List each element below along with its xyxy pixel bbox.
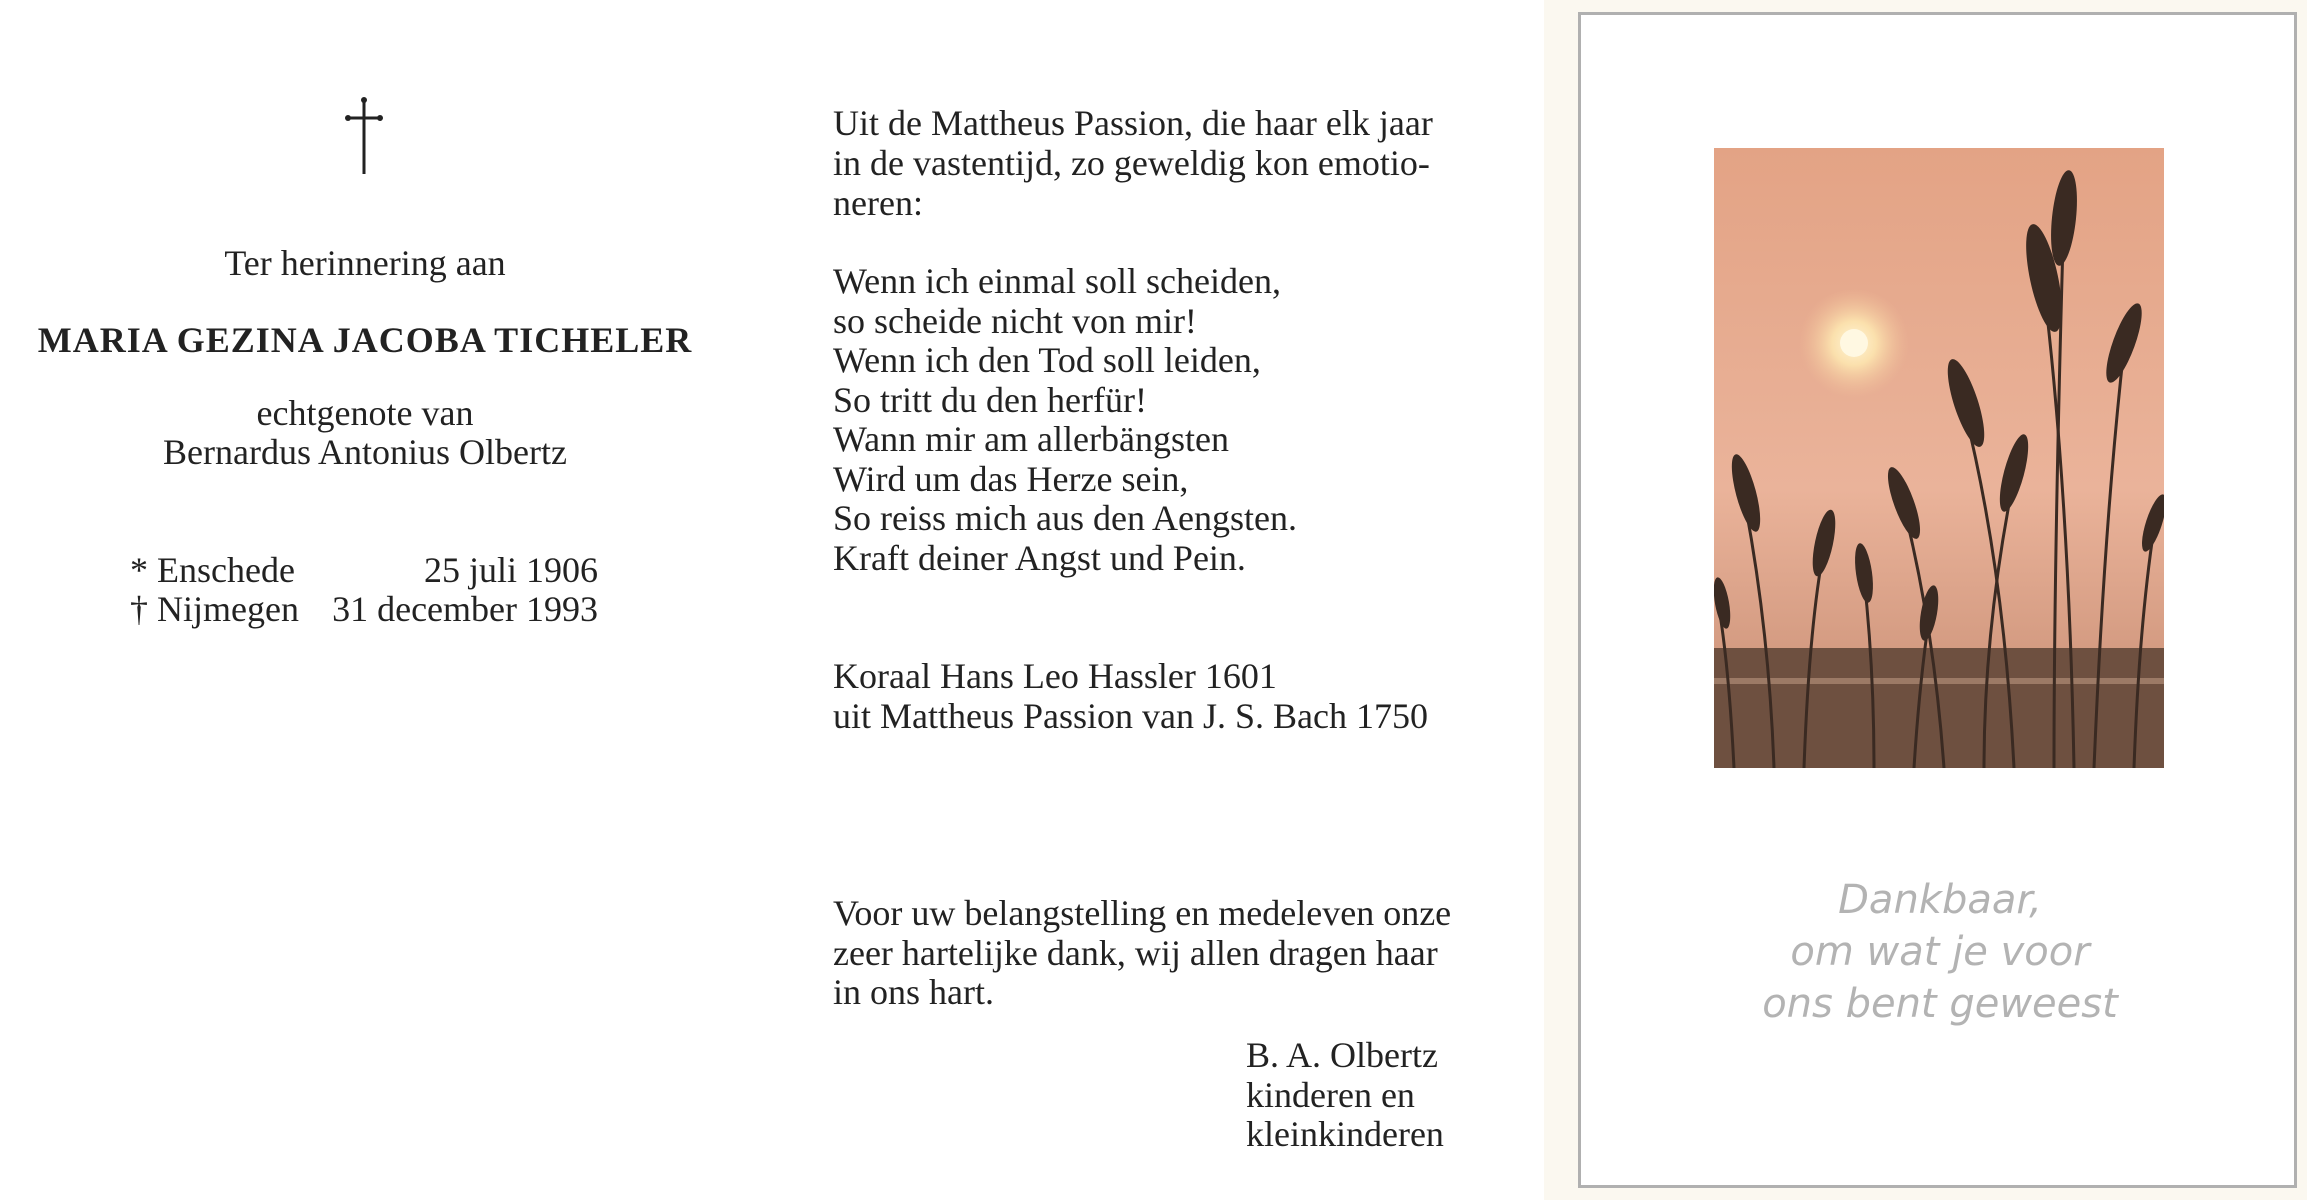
sunset-reeds-photo bbox=[1714, 148, 2164, 768]
deceased-name: MARIA GEZINA JACOBA TICHELER bbox=[37, 320, 693, 360]
birth-place: Enschede bbox=[157, 550, 295, 590]
thanks-line: zeer hartelijke dank, wij allen dragen haar bbox=[833, 933, 1438, 973]
intro-line: in de vastentijd, zo geweldig kon emotio- bbox=[833, 143, 1430, 183]
signature-line: kleinkinderen bbox=[1246, 1114, 1444, 1154]
cross-icon bbox=[344, 96, 384, 176]
intro-line: Uit de Mattheus Passion, die haar elk jaar bbox=[833, 103, 1433, 143]
poem-line: Wenn ich den Tod soll leiden, bbox=[833, 340, 1261, 380]
quote-line: Dankbaar, bbox=[1838, 877, 2042, 923]
signature-line: kinderen en bbox=[1246, 1075, 1415, 1115]
quote-line: ons bent geweest bbox=[1762, 981, 2118, 1027]
intro-line: neren: bbox=[833, 183, 923, 223]
spouse-name: Bernardus Antonius Olbertz bbox=[163, 432, 567, 472]
death-date: 31 december 1993 bbox=[332, 589, 598, 629]
poem-line: Wird um das Herze sein, bbox=[833, 459, 1189, 499]
poem-line: So tritt du den herfür! bbox=[833, 380, 1147, 420]
quote-line: om wat je voor bbox=[1790, 929, 2090, 975]
poem-line: Wenn ich einmal soll scheiden, bbox=[833, 261, 1281, 301]
poem-line: Wann mir am allerbängsten bbox=[833, 419, 1229, 459]
signature-line: B. A. Olbertz bbox=[1246, 1035, 1438, 1075]
birth-date: 25 juli 1906 bbox=[423, 550, 598, 590]
intro-text: Ter herinnering aan bbox=[224, 243, 506, 283]
thanks-line: Voor uw belangstelling en medeleven onze bbox=[833, 893, 1452, 933]
source-line: uit Mattheus Passion van J. S. Bach 1750 bbox=[833, 696, 1428, 736]
death-symbol: † bbox=[130, 589, 148, 629]
thanks-line: in ons hart. bbox=[833, 972, 994, 1012]
source-line: Koraal Hans Leo Hassler 1601 bbox=[833, 656, 1277, 696]
death-place: Nijmegen bbox=[157, 589, 299, 629]
poem-line: Kraft deiner Angst und Pein. bbox=[833, 538, 1246, 578]
poem-line: so scheide nicht von mir! bbox=[833, 301, 1197, 341]
birth-symbol: * bbox=[130, 550, 148, 590]
relation-text: echtgenote van bbox=[256, 393, 474, 433]
poem-line: So reiss mich aus den Aengsten. bbox=[833, 498, 1297, 538]
